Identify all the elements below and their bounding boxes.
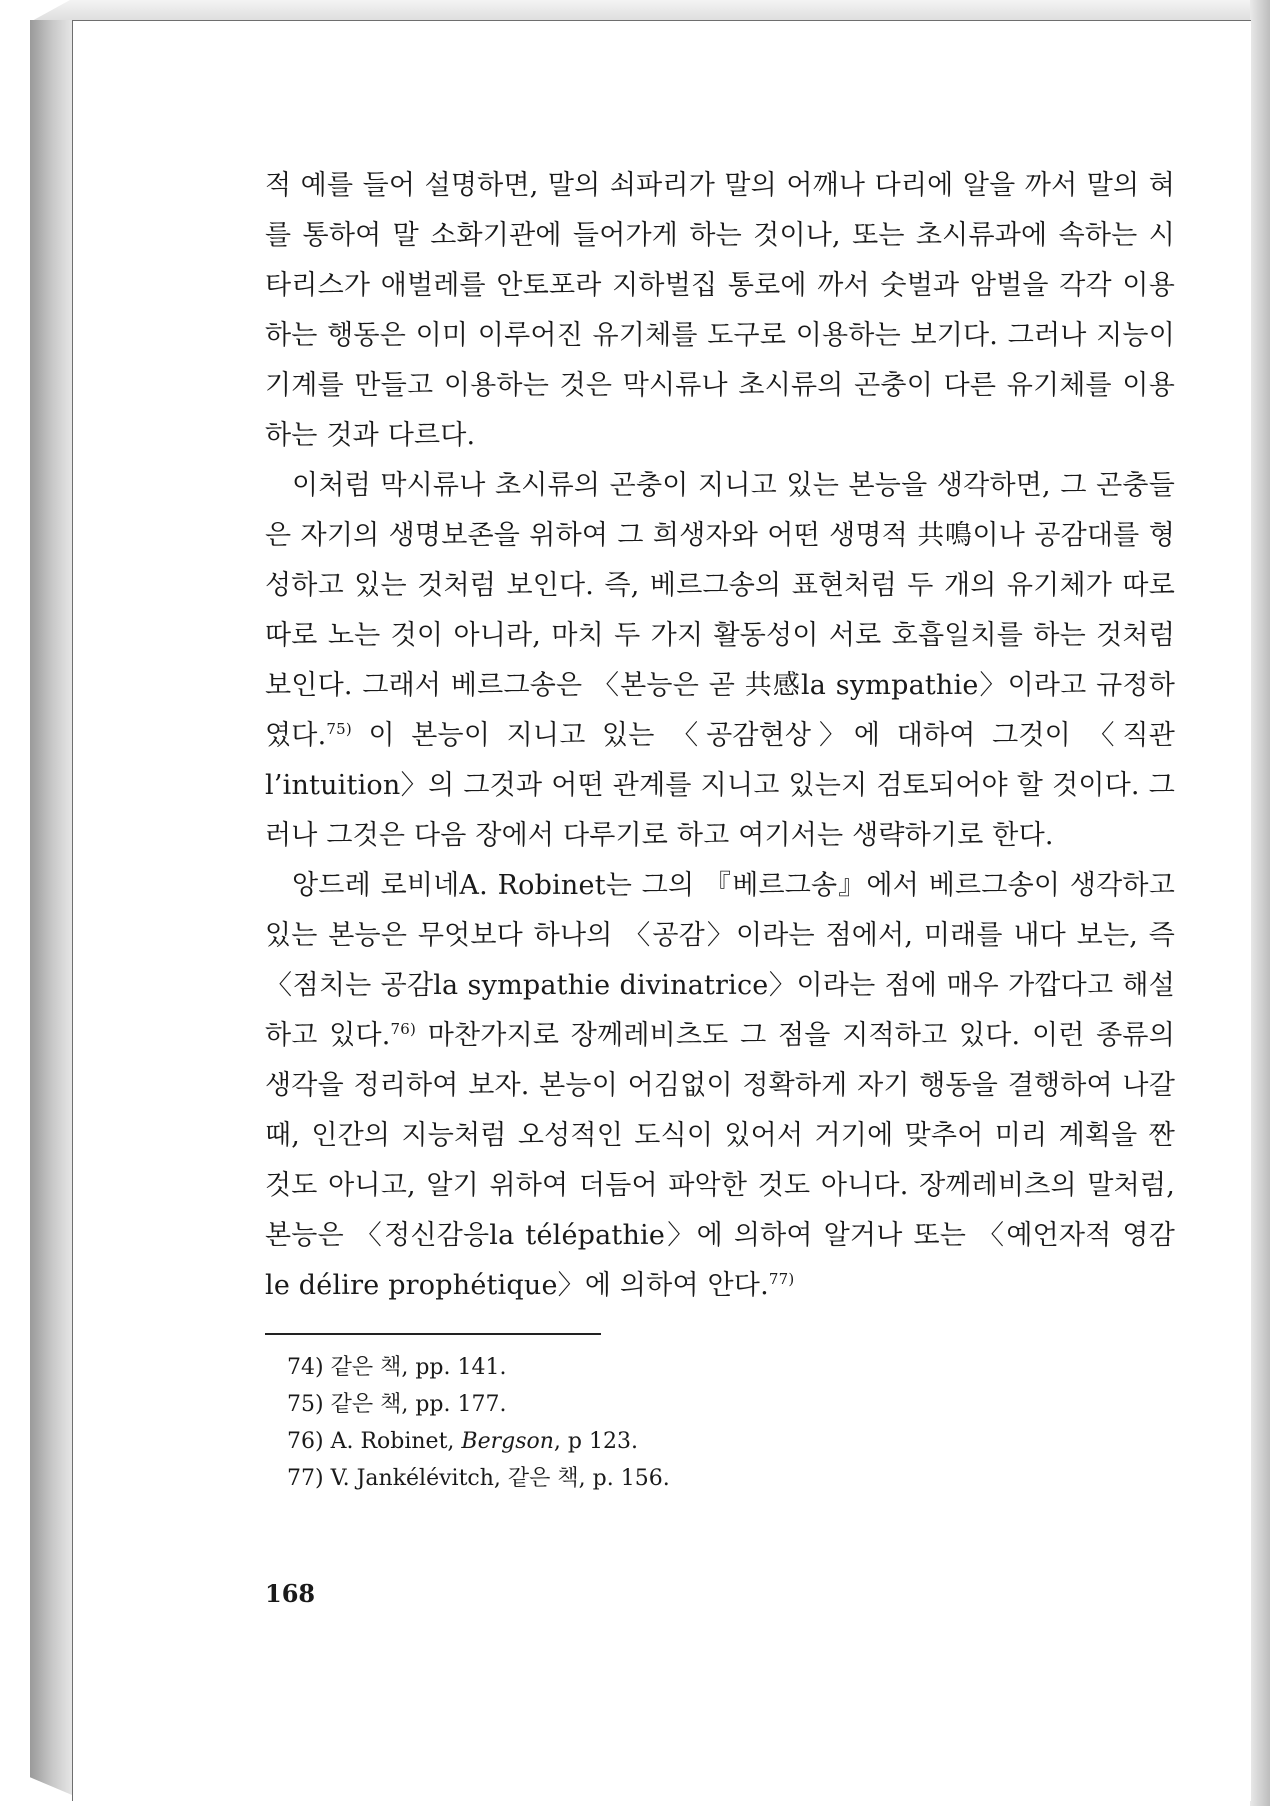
paragraph-3-text-1: 앙드레 로비네A. Robinet는 그의 『베르그송』에서 베르그송이 생각하고 있는 본능은 무엇보다 하나의 〈공감〉이라는 점에서, 미래를 내다 보는, 즉 〈점치는 공감la sympathie divinatrice〉이라는 점에 매우 가깝다고 해설하고 있다.: [265, 870, 1175, 1051]
footnote-book-title: Bergson: [461, 1429, 554, 1454]
paragraph-2: [265, 461, 1175, 861]
body-text: [265, 161, 1175, 1311]
paragraph-3: [265, 861, 1175, 1311]
footnote-77: [265, 1460, 1175, 1497]
footnote-text: 같은 책, pp. 141.: [330, 1355, 507, 1380]
footnote-ref-77[interactable]: 77): [768, 1270, 795, 1288]
footnotes: [265, 1349, 1175, 1497]
book-top-edge: [30, 0, 1260, 22]
book-page: [72, 20, 1251, 1801]
page-content: [265, 161, 1175, 1497]
footnote-text: A. Robinet,: [330, 1429, 462, 1454]
footnote-text: 같은 책, pp. 177.: [330, 1392, 507, 1417]
footnote-text: V. Jankélévitch, 같은 책, p. 156.: [330, 1466, 670, 1491]
footnote-76: [265, 1423, 1175, 1460]
footnote-ref-75[interactable]: 75): [326, 720, 352, 738]
footnote-number: 77): [287, 1466, 324, 1491]
footnote-ref-76[interactable]: 76): [390, 1020, 417, 1038]
book-right-edge: [1250, 0, 1270, 1806]
page-number: 168: [265, 1579, 316, 1608]
footnote-number: 74): [287, 1355, 324, 1380]
paragraph-1-text-1: 적 예를 들어 설명하면, 말의 쇠파리가 말의 어깨나 다리에 알을 까서 말의 혀를 통하여 말 소화기관에 들어가게 하는 것이나, 또는 초시류과에 속하는 시타리스가 애벌레를 안토포라 지하벌집 통로에 까서 숫벌과 암벌을 각각 이용하는 행동은 이미 이루어진 유기체를 도구로 이용하는 보기다. 그러나 지능이 기계를 만들고 이용하는 것은 막시류나 초시류의 곤충이 다른 유기체를 이용하는 것과 다르다.: [265, 170, 1175, 451]
footnote-74: [265, 1349, 1175, 1386]
footnote-number: 75): [287, 1392, 324, 1417]
footnote-divider: [265, 1333, 601, 1335]
paragraph-3-text-2: 마찬가지로 장께레비츠도 그 점을 지적하고 있다. 이런 종류의 생각을 정리하여 보자. 본능이 어김없이 정확하게 자기 행동을 결행하여 나갈 때, 인간의 지능처럼 오성적인 도식이 있어서 거기에 맞추어 미리 계획을 짠 것도 아니고, 알기 위하여 더듬어 파악한 것도 아니다. 장께레비츠의 말처럼, 본능은 〈정신감응la télépathie〉에 의하여 알거나 또는 〈예언자적 영감le délire prophétique〉에 의하여 안다.: [265, 1020, 1175, 1301]
footnote-number: 76): [287, 1429, 324, 1454]
paragraph-2-text-1: 이처럼 막시류나 초시류의 곤충이 지니고 있는 본능을 생각하면, 그 곤충들은 자기의 생명보존을 위하여 그 희생자와 어떤 생명적 共鳴이나 공감대를 형성하고 있는 것처럼 보인다. 즉, 베르그송의 표현처럼 두 개의 유기체가 따로따로 노는 것이 아니라, 마치 두 가지 활동성이 서로 호흡일치를 하는 것처럼 보인다. 그래서 베르그송은 〈본능은 곧 共感la sympathie〉이라고 규정하였다.: [265, 470, 1175, 751]
paragraph-2-text-2: 이 본능이 지니고 있는 〈공감현상〉에 대하여 그것이 〈직관l’intuition〉의 그것과 어떤 관계를 지니고 있는지 검토되어야 할 것이다. 그러나 그것은 다음 장에서 다루기로 하고 여기서는 생략하기로 한다.: [265, 720, 1175, 851]
book-spine-edge: [30, 20, 72, 1795]
paragraph-1: [265, 161, 1175, 461]
footnote-75: [265, 1386, 1175, 1423]
footnote-text-end: , p 123.: [553, 1429, 638, 1454]
